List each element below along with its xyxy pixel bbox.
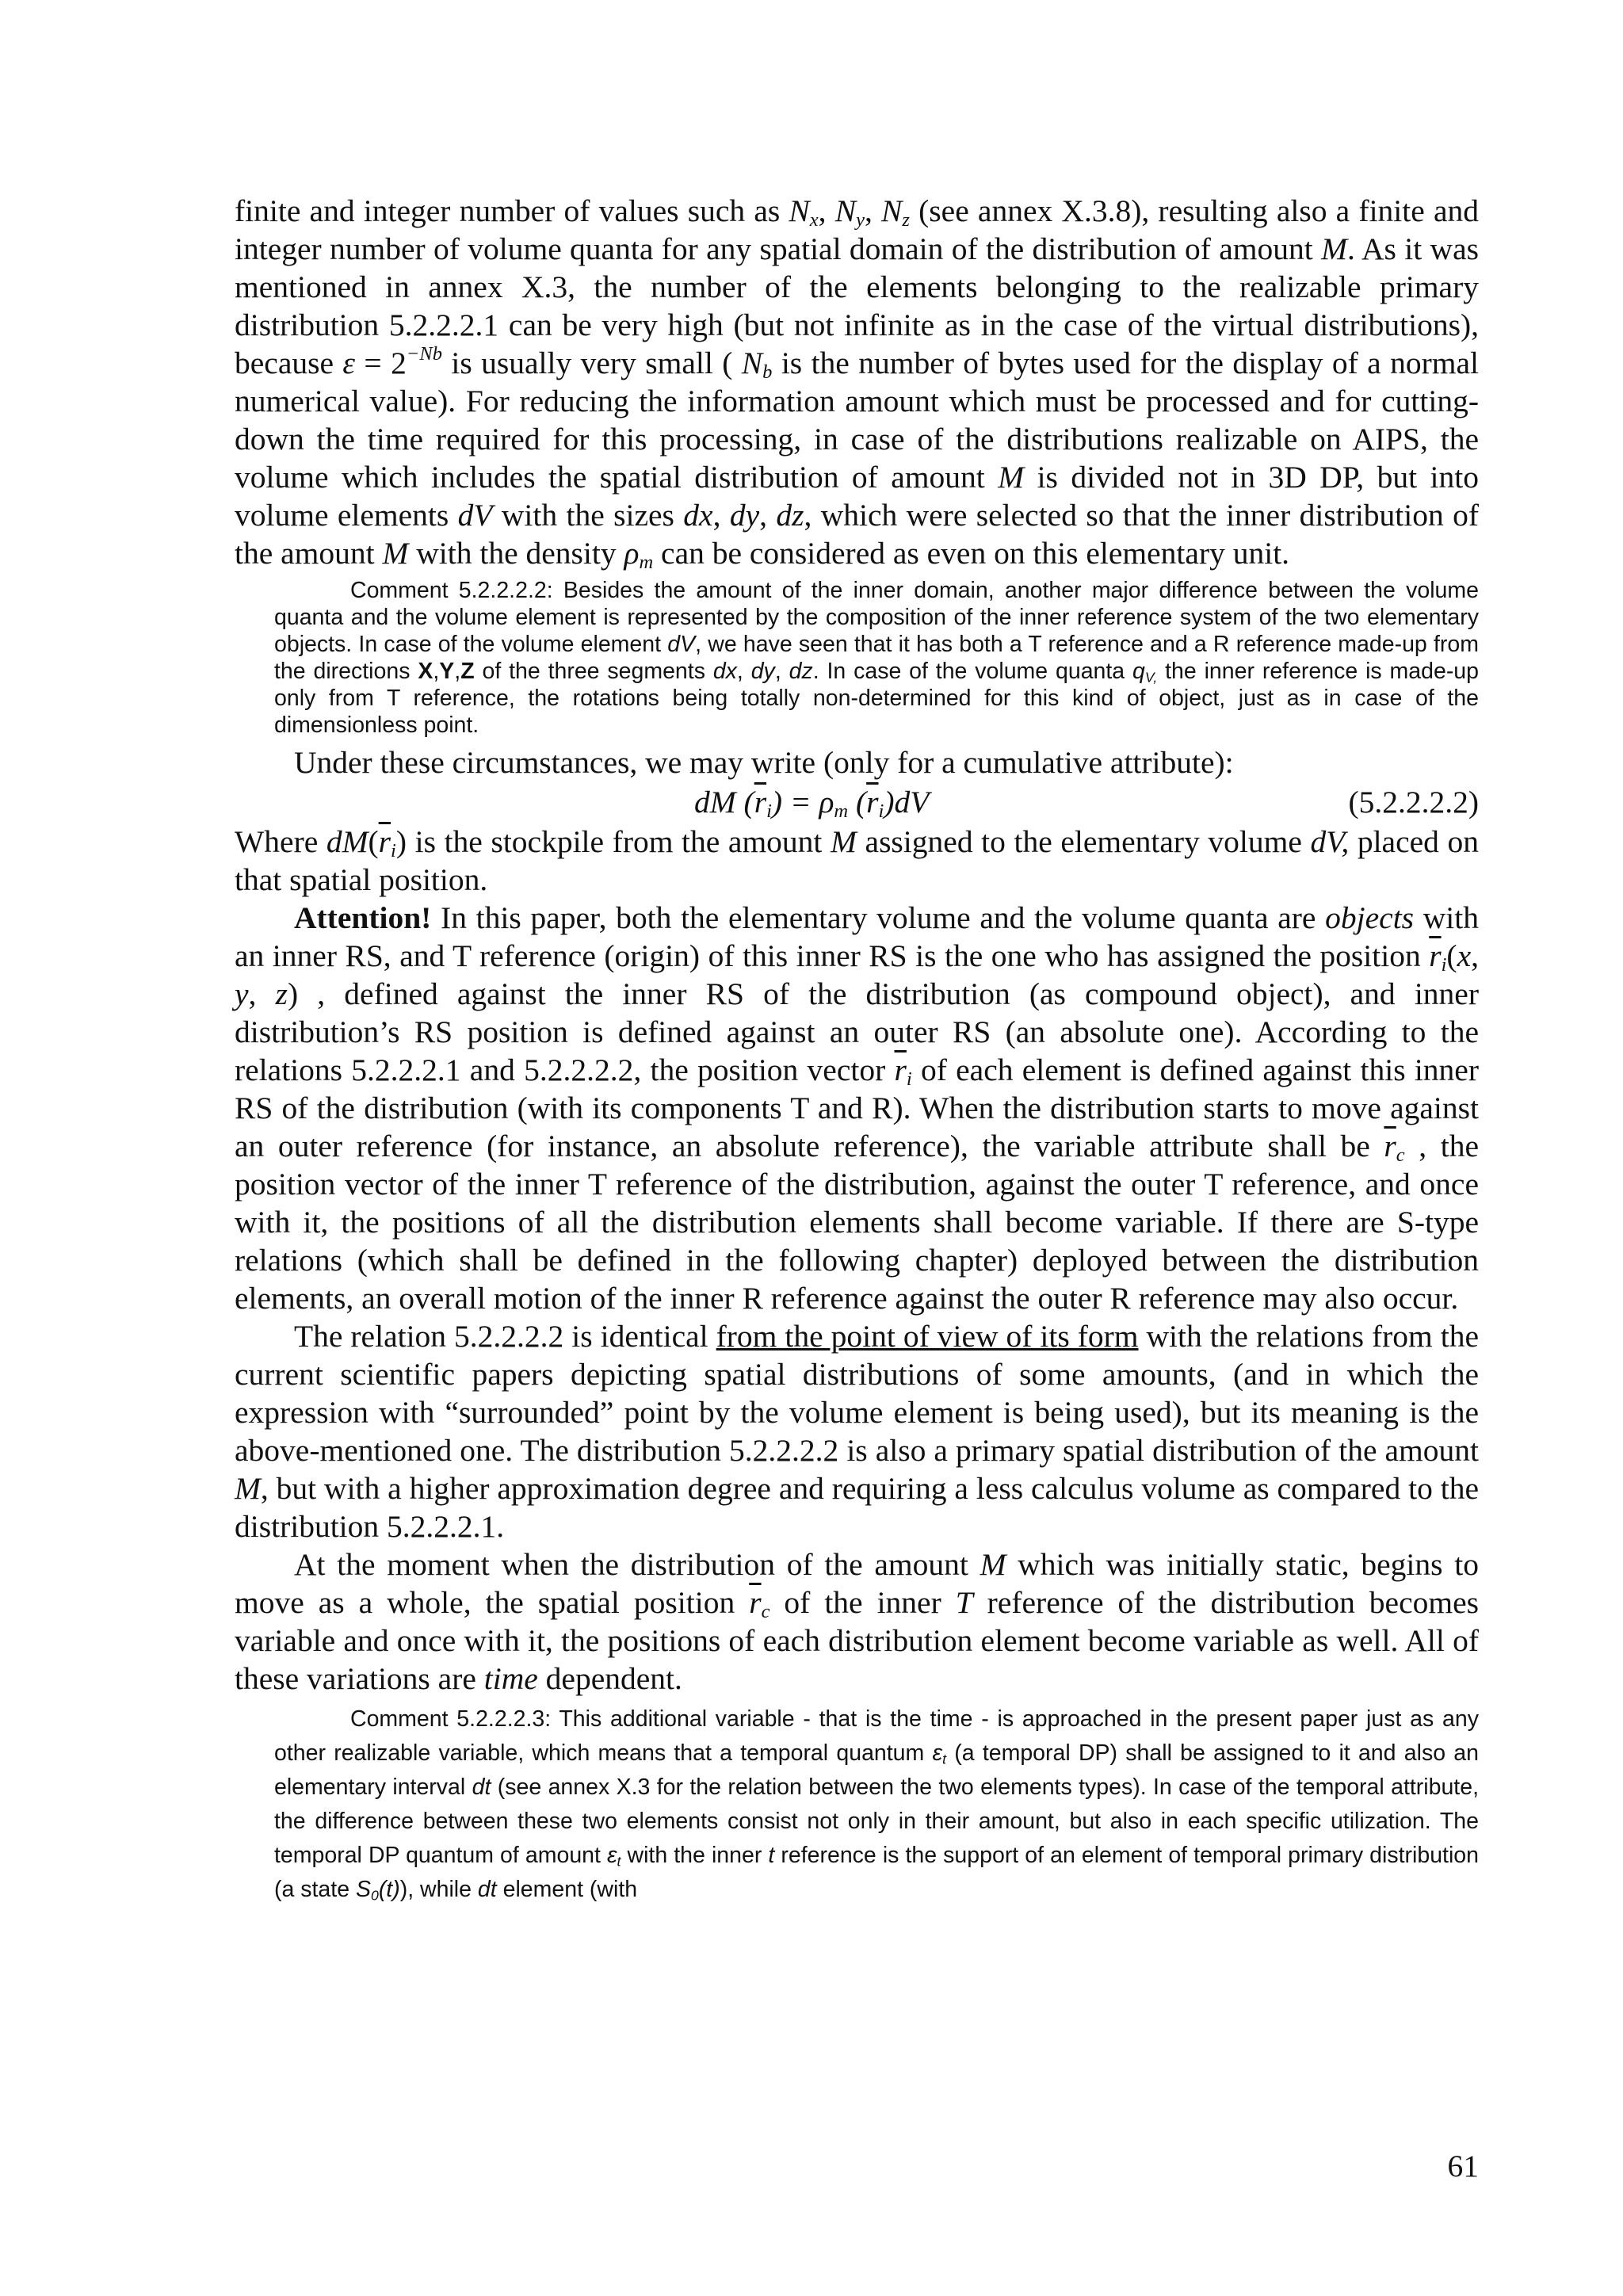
equation-row (235, 781, 1479, 823)
comment-block: Comment 5.2.2.2.3: This additional variable - that is the time - is approached in the present paper just as any other realizable variable, which means that a temporal quantum $\varepsilon_t$ (a temporal DP) shall be assigned to it and also an elementary interval dt (see annex X.3 for the relation between the two elements types). In case of the temporal attribute, the difference between these two elements consist not only in their amount, but also in each specific utilization. The temporal DP quantum of amount $\varepsilon_t$ with the inner t reference is the support of an element of temporal primary distribution (a state $S_0(t)$), while dt element (with (274, 1706, 1479, 1904)
paragraph: Where $dM(\overline{r}_i)$ is the stockpile from the amount M assigned to the elementary volume dV, placed on that spatial position. (235, 824, 1479, 897)
paragraph: The relation 5.2.2.2.2 is identical from the point of view of its form with the relations from the current scientific papers depicting spatial distributions of some amounts, (and in which the expression with “surrounded” point by the volume element is being used), but its meaning is the above-mentioned one. The distribution 5.2.2.2.2 is also a primary spatial distribution of the amount M, but with a higher approximation degree and requiring a less calculus volume as compared to the distribution 5.2.2.2.1. (235, 1319, 1479, 1544)
equation-number: (5.2.2.2.2) (1348, 785, 1479, 819)
page-content (235, 192, 1479, 1912)
equation: dM $(\overline{r}_i) = \rho_m$ $(\overline{r}_i)dV$ (694, 785, 930, 823)
page-number: 61 (1447, 2149, 1479, 2183)
comment-block: Comment 5.2.2.2.2: Besides the amount of the inner domain, another major difference between the volume quanta and the volume element is represented by the composition of the inner reference system of the two elementary objects. In case of the volume element dV, we have seen that it has both a T reference and a R reference made-up from the directions X,Y,Z of the three segments dx, dy, dz. In case of the volume quanta $q_{V,}$ the inner reference is made-up only from T reference, the rotations being totally non-determined for this kind of object, just as in case of the dimensionless point. (274, 578, 1480, 738)
paragraph: At the moment when the distribution of the amount M which was initially static, begins to move as a whole, the spatial position $\overline{r}_c$ of the inner T reference of the distribution becomes variable and once with it, the positions of each distribution element become variable as well. All of these variations are time dependent. (235, 1547, 1479, 1696)
paragraph: finite and integer number of values such as $N_x$, $N_y$, $N_z$ (see annex X.3.8), resulting also a finite and integer number of volume quanta for any spatial domain of the distribution of amount M. As it was mentioned in annex X.3, the number of the elements belonging to the realizable primary distribution 5.2.2.2.1 can be very high (but not infinite as in the case of the virtual distributions), because $\varepsilon = 2^{-Nb}$ is usually very small ( $N_b$ is the number of bytes used for the display of a normal numerical value). For reducing the information amount which must be processed and for cutting-down the time required for this processing, in case of the distributions realizable on AIPS, the volume which includes the spatial distribution of amount M is divided not in 3D DP, but into volume elements dV with the sizes dx, dy, dz, which were selected so that the inner distribution of the amount M with the density $\rho_m$ can be considered as even on this elementary unit. (235, 193, 1480, 574)
paragraph: Under these circumstances, we may write (only for a cumulative attribute): (294, 745, 1234, 780)
paragraph: Attention! In this paper, both the elementary volume and the volume quanta are objects with an inner RS, and T reference (origin) of this inner RS is the one who has assigned the position $\overline{r}_i(x$, y, z) , defined against the inner RS of the distribution (as compound object), and inner distribution’s RS position is defined against an outer RS (an absolute one). According to the relations 5.2.2.2.1 and 5.2.2.2.2, the position vector $\overline{r}_i$ of each element is defined against this inner RS of the distribution (with its components T and R). When the distribution starts to move against an outer reference (for instance, an absolute reference), the variable attribute shall be $\overline{r}_c$ , the position vector of the inner T reference of the distribution, against the outer T reference, and once with it, the positions of all the distribution elements shall become variable. If there are S-type relations (which shall be defined in the following chapter) deployed between the distribution elements, an overall motion of the inner R reference against the outer R reference may also occur. (235, 900, 1479, 1316)
